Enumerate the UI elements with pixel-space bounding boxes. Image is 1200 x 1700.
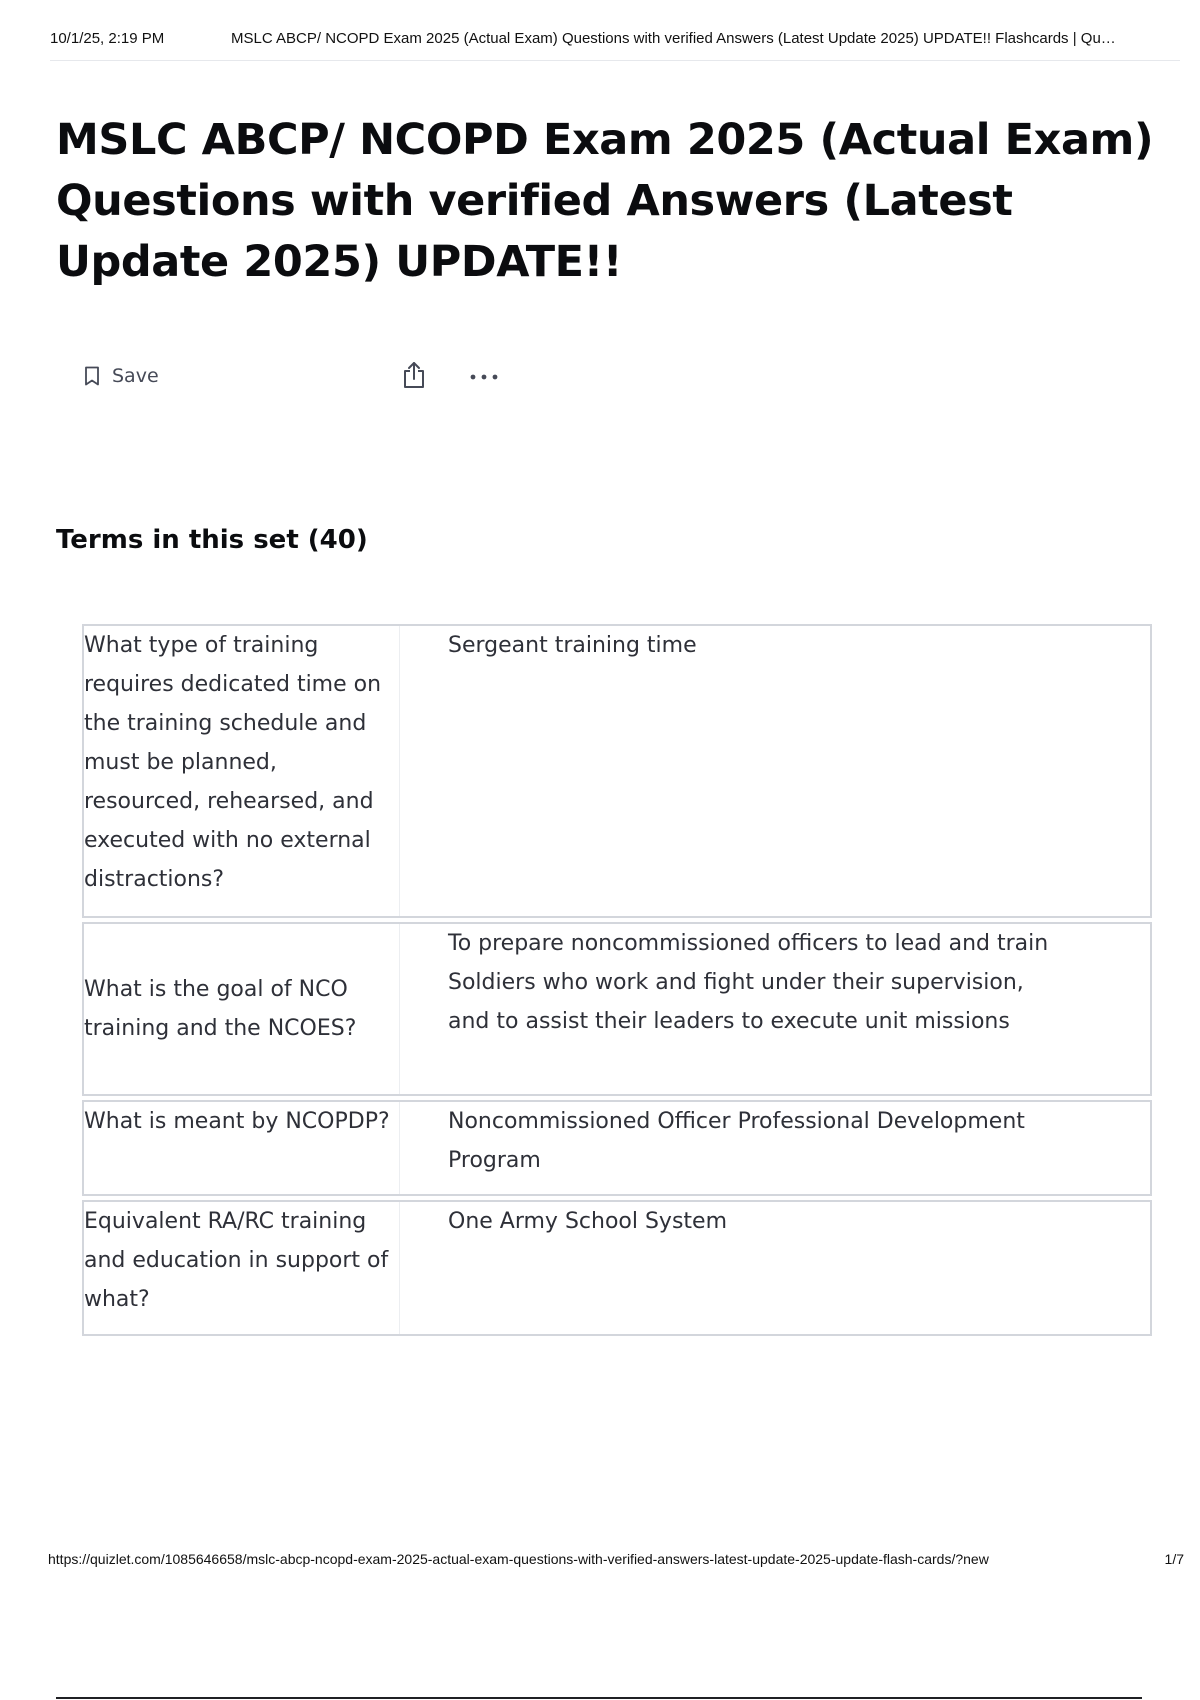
definition-text: Noncommissioned Officer Professional Development Program xyxy=(448,1109,1025,1173)
save-label: Save xyxy=(112,365,159,387)
save-button[interactable] xyxy=(84,358,159,394)
share-button[interactable] xyxy=(396,358,432,394)
definition-text: To prepare noncommissioned officers to lead and train Soldiers who work and fight under their supervision, and to assist their leaders to execute unit missions xyxy=(448,931,1049,1034)
term-row[interactable] xyxy=(82,1100,1152,1196)
definition-text: One Army School System xyxy=(448,1209,728,1234)
term-row[interactable] xyxy=(82,1200,1152,1336)
more-options-button[interactable] xyxy=(466,358,502,394)
print-header xyxy=(50,30,1180,61)
term-text: What type of training requires dedicated time on the training schedule and must be planned, resourced, rehearsed, and executed with no external distractions? xyxy=(84,626,400,916)
definition-text: Sergeant training time xyxy=(448,633,697,658)
term-text: What is the goal of NCO training and the NCOES? xyxy=(84,924,400,1094)
set-toolbar xyxy=(84,358,524,394)
print-date: 10/1/25, 2:19 PM xyxy=(50,30,165,47)
term-row[interactable] xyxy=(82,922,1152,1096)
share-icon xyxy=(401,360,427,393)
term-text: What is meant by NCOPDP? xyxy=(84,1102,400,1194)
more-horizontal-icon xyxy=(469,369,499,384)
bookmark-icon xyxy=(84,366,100,386)
print-doc-title: MSLC ABCP/ NCOPD Exam 2025 (Actual Exam) Questions with verified Answers (Latest Update 2025) UPDATE!! Flashcards | Qu… xyxy=(231,30,1116,47)
page-title: MSLC ABCP/ NCOPD Exam 2025 (Actual Exam) Questions with verified Answers (Latest Update 2025) UPDATE!! xyxy=(56,115,1154,287)
print-url: https://quizlet.com/1085646658/mslc-abcp-ncopd-exam-2025-actual-exam-questions-with-verified-answers-latest-update-2025-update-flash-cards/?new xyxy=(48,1551,989,1567)
bottom-divider xyxy=(56,1697,1142,1699)
term-row[interactable] xyxy=(82,624,1152,918)
page-number: 1/7 xyxy=(1164,1551,1184,1567)
terms-table xyxy=(82,624,1152,1340)
terms-heading: Terms in this set (40) xyxy=(56,525,368,555)
term-text: Equivalent RA/RC training and education in support of what? xyxy=(84,1202,400,1334)
